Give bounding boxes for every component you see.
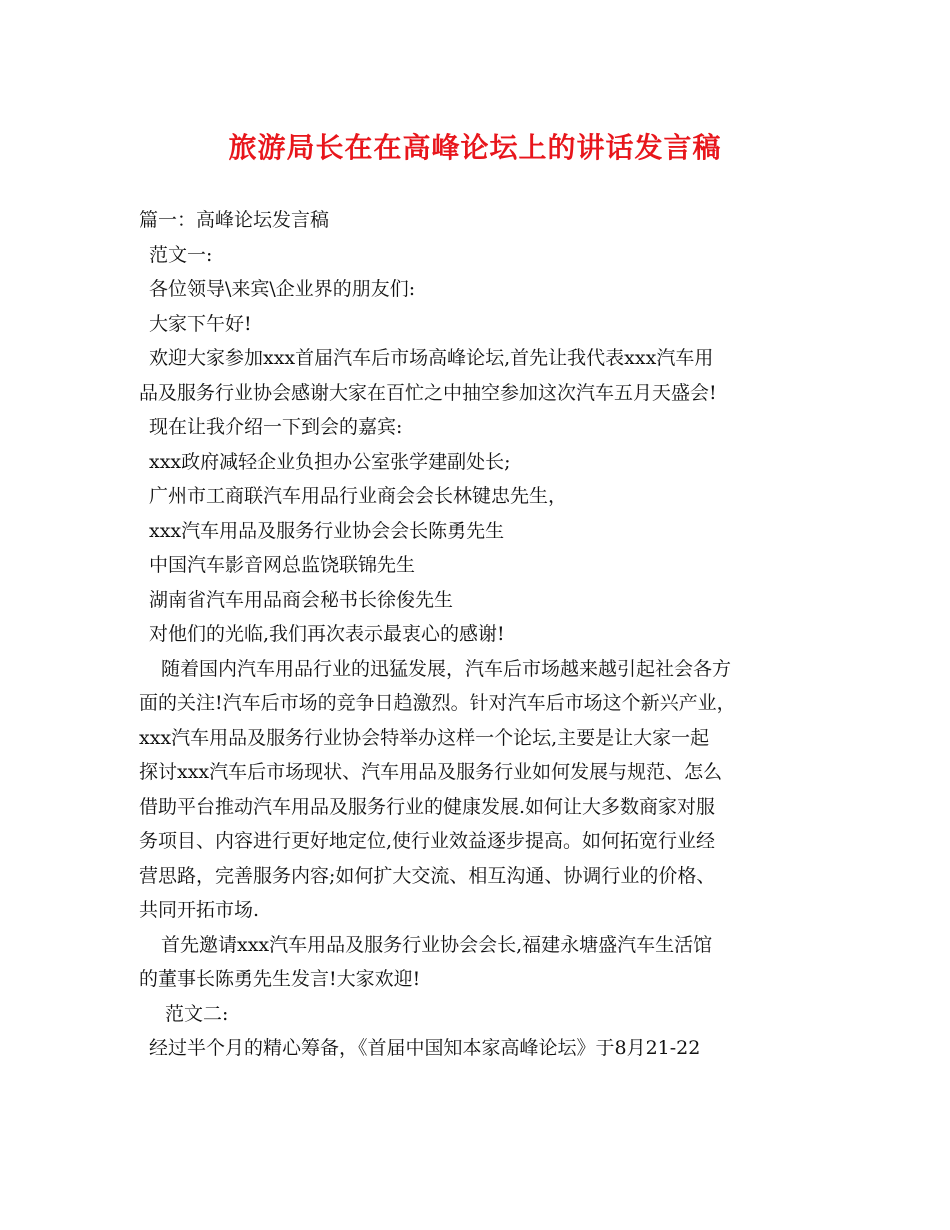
paragraph-line: 共同开拓市场. bbox=[139, 899, 260, 921]
paragraph-line: 品及服务行业协会感谢大家在百忙之中抽空参加这次汽车五月天盛会! bbox=[139, 381, 717, 404]
guest-list-item: xxx政府减轻企业负担办公室张学建副处长; bbox=[149, 450, 511, 473]
paragraph-line: 现在让我介绍一下到会的嘉宾: bbox=[149, 416, 403, 438]
paragraph-line: 借助平台推动汽车用品及服务行业的健康发展.如何让大多数商家对服 bbox=[139, 795, 716, 818]
section-heading: 篇一：高峰论坛发言稿 bbox=[139, 209, 330, 231]
guest-list-item: 中国汽车影音网总监饶联锦先生 bbox=[149, 554, 416, 576]
sample-label: 范文一: bbox=[149, 243, 213, 266]
paragraph-line: 欢迎大家参加xxx首届汽车后市场高峰论坛,首先让我代表xxx汽车用 bbox=[149, 347, 714, 369]
paragraph-line: 首先邀请xxx汽车用品及服务行业协会会长,福建永塘盛汽车生活馆 bbox=[161, 933, 713, 956]
paragraph-line: 经过半个月的精心筹备，《首届中国知本家高峰论坛》于8月21-22 bbox=[149, 1037, 701, 1059]
paragraph-line: xxx汽车用品及服务行业协会特举办这样一个论坛,主要是让大家一起 bbox=[139, 726, 710, 749]
greeting: 大家下午好! bbox=[149, 312, 252, 335]
paragraph-line: 面的关注!汽车后市场的竞争日趋激烈。针对汽车后市场这个新兴产业， bbox=[139, 692, 736, 714]
document-body bbox=[139, 203, 829, 1066]
paragraph-line: 营思路，完善服务内容;如何扩大交流、相互沟通、协调行业的价格、 bbox=[139, 864, 716, 887]
paragraph-line: 对他们的光临,我们再次表示最衷心的感谢! bbox=[149, 623, 505, 645]
paragraph-line: 的董事长陈勇先生发言!大家欢迎! bbox=[139, 968, 421, 990]
guest-list-item: 湖南省汽车用品商会秘书长徐俊先生 bbox=[149, 588, 454, 611]
sample-label: 范文二: bbox=[165, 1002, 229, 1025]
guest-list-item: 广州市工商联汽车用品行业商会会长林键忠先生， bbox=[149, 485, 568, 507]
guest-list-item: xxx汽车用品及服务行业协会会长陈勇先生 bbox=[149, 519, 505, 542]
paragraph-line: 随着国内汽车用品行业的迅猛发展，汽车后市场越来越引起社会各方 bbox=[161, 657, 732, 680]
document-title: 旅游局长在在高峰论坛上的讲话发言稿 bbox=[228, 131, 722, 164]
paragraph-line: 务项目、内容进行更好地定位,使行业效益逐步提高。如何拓宽行业经 bbox=[139, 830, 716, 852]
paragraph-line: 探讨xxx汽车后市场现状、汽车用品及服务行业如何发展与规范、怎么 bbox=[139, 761, 723, 783]
salutation: 各位领导\来宾\企业界的朋友们: bbox=[149, 278, 416, 300]
